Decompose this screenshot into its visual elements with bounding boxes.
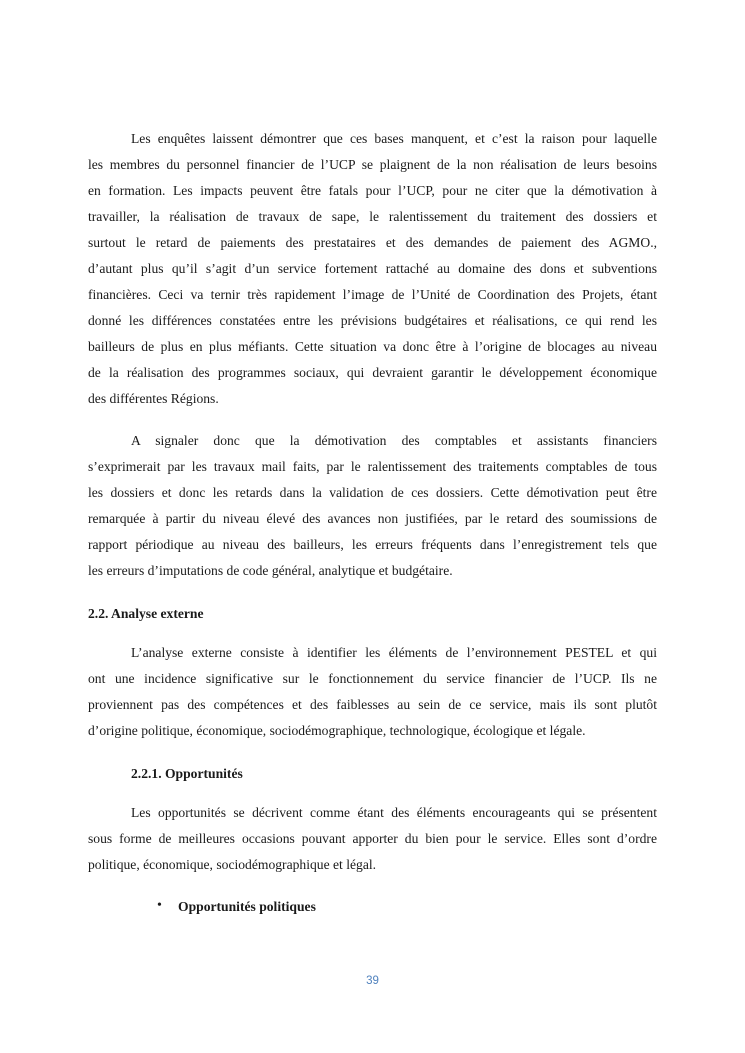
- paragraph-1-line: les membres du personnel financier de l’UCP se plaignent de la non réalisation de leurs besoins: [88, 157, 657, 172]
- paragraph-2-line: s’exprimerait par les travaux mail faits, par le ralentissement des traitements comptables de tous: [88, 459, 657, 474]
- paragraph-1-line: donné les différences constatées entre les prévisions budgétaires et réalisations, ce qui rend les: [88, 313, 657, 328]
- paragraph-2-line: les dossiers et donc les retards dans la validation de ces dossiers. Cette démotivation peut être: [88, 485, 657, 500]
- paragraph-3-line: L’analyse externe consiste à identifier les éléments de l’environnement PESTEL et qui: [131, 645, 657, 660]
- paragraph-1-line: de la réalisation des programmes sociaux, qui devraient garantir le développement économique: [88, 365, 657, 380]
- paragraph-3-line: ont une incidence significative sur le fonctionnement du service financier de l’UCP. Ils ne: [88, 671, 657, 686]
- paragraph-3-line: proviennent pas des compétences et des faiblesses au sein de ce service, mais ils sont plutôt: [88, 697, 657, 712]
- bullet-heading: Opportunités politiques: [178, 899, 316, 914]
- page-number: 39: [366, 975, 379, 987]
- section-heading: 2.2. Analyse externe: [88, 606, 204, 621]
- paragraph-2-line: A signaler donc que la démotivation des comptables et assistants financiers: [131, 433, 657, 448]
- paragraph-2-line: remarquée à partir du niveau élevé des avances non justifiées, par le retard des soumissions de: [88, 511, 657, 526]
- paragraph-3-line: d’origine politique, économique, sociodémographique, technologique, écologique et légale.: [88, 723, 586, 738]
- paragraph-1-line: en formation. Les impacts peuvent être fatals pour l’UCP, pour ne citer que la démotivation à: [88, 183, 657, 198]
- paragraph-1-line: d’autant plus qu’il s’agit d’un service fortement rattaché au domaine des dons et subventions: [88, 261, 657, 276]
- paragraph-4-line: politique, économique, sociodémographique et légal.: [88, 857, 377, 872]
- paragraph-4-line: sous forme de meilleures occasions pouvant apporter du bien pour le service. Elles sont d’ordre: [88, 831, 657, 846]
- paragraph-1-line: financières. Ceci va ternir très rapidement l’image de l’Unité de Coordination des Projets, étant: [88, 287, 657, 302]
- paragraph-2-line: rapport périodique au niveau des bailleurs, les erreurs fréquents dans l’enregistrement tels que: [88, 537, 657, 552]
- paragraph-2-line: les erreurs d’imputations de code général, analytique et budgétaire.: [88, 563, 453, 578]
- paragraph-1-line: surtout le retard de paiements des prestataires et des demandes de paiement des AGMO.,: [88, 235, 657, 250]
- paragraph-1-line: Les enquêtes laissent démontrer que ces bases manquent, et c’est la raison pour laquelle: [131, 131, 657, 146]
- paragraph-1-line: travailler, la réalisation de travaux de sape, le ralentissement du traitement des dossiers et: [88, 209, 657, 224]
- bullet-icon: •: [157, 898, 162, 913]
- paragraph-1-line: bailleurs de plus en plus méfiants. Cette situation va donc être à l’origine de blocages au niveau: [88, 339, 657, 354]
- subsection-heading: 2.2.1. Opportunités: [131, 766, 243, 781]
- paragraph-4-line: Les opportunités se décrivent comme étant des éléments encourageants qui se présentent: [131, 805, 657, 820]
- paragraph-1-line: des différentes Régions.: [88, 391, 219, 406]
